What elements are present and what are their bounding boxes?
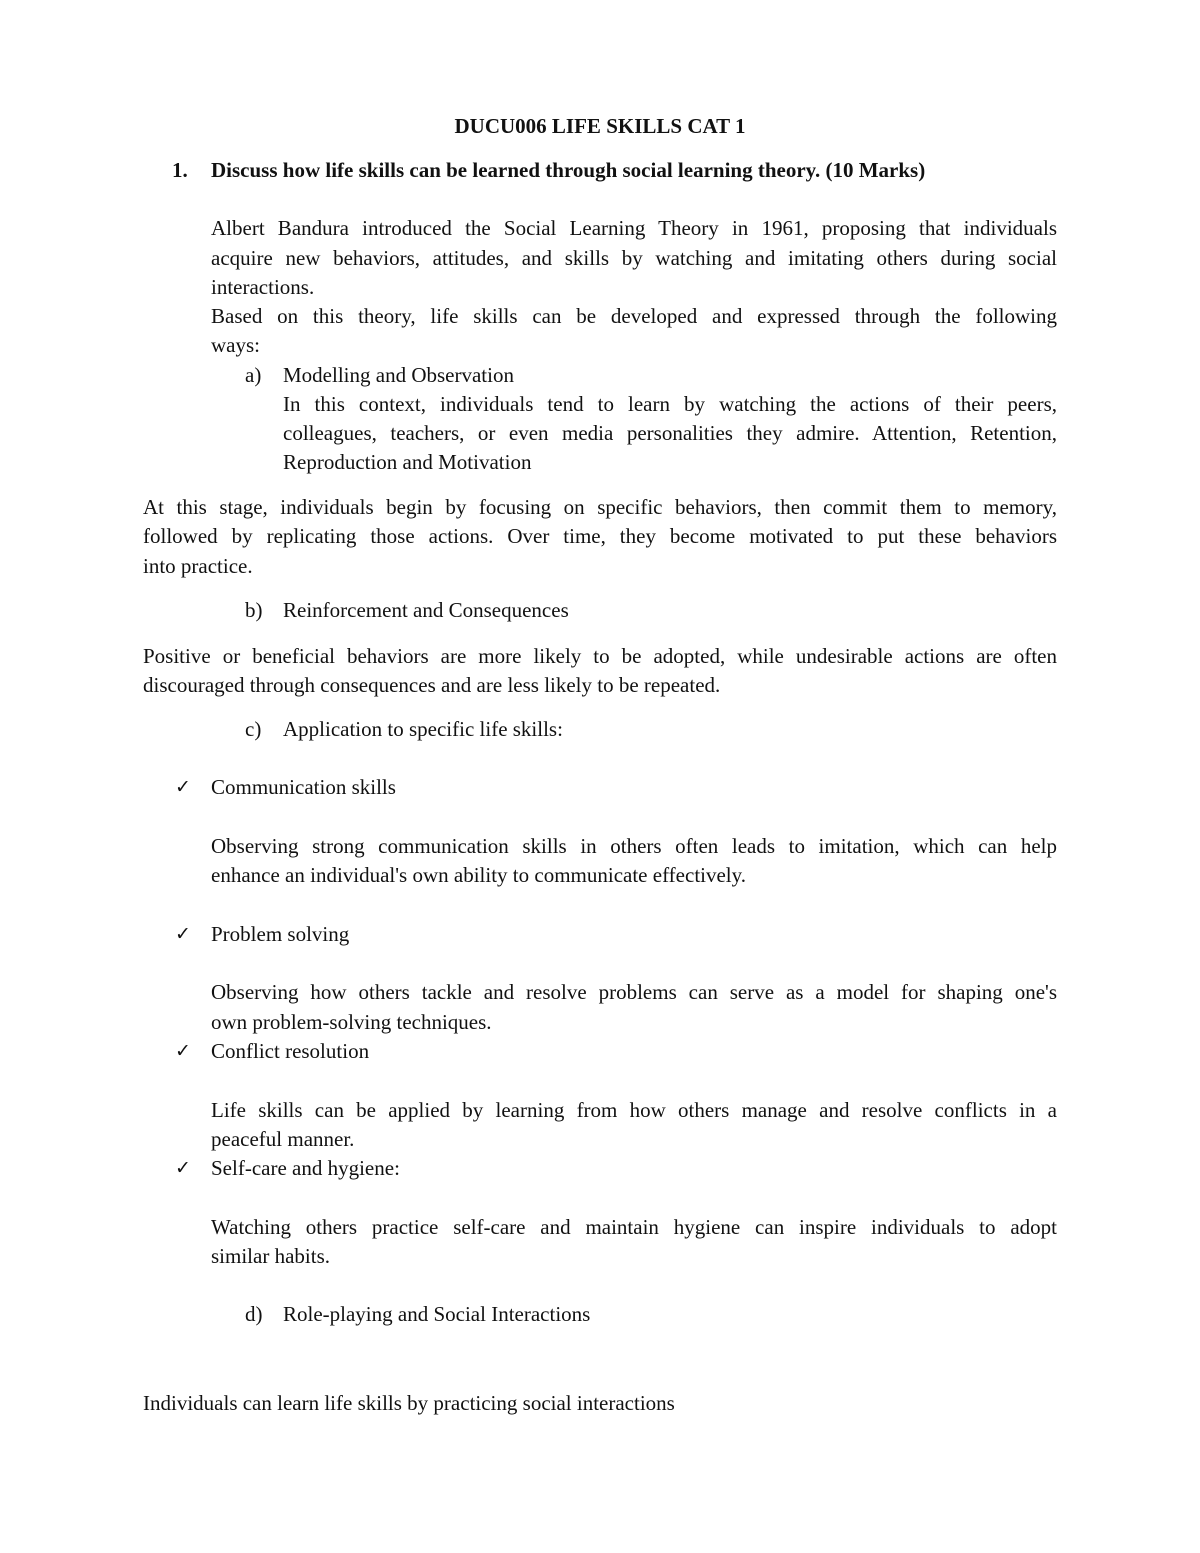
section-a-paragraph-line: At this stage, individuals begin by focusing on specific behaviors, then commit them to memory, [143, 495, 1057, 519]
intro-line: Based on this theory, life skills can be developed and expressed through the following [211, 304, 1057, 328]
skill-description-line: Observing how others tackle and resolve problems can serve as a model for shaping one's [211, 980, 1057, 1004]
skill-name: Conflict resolution [211, 1039, 370, 1063]
section-b-paragraph-line: Positive or beneficial behaviors are more likely to be adopted, while undesirable actions are often [143, 644, 1057, 668]
skill-name: Self-care and hygiene: [211, 1156, 400, 1180]
skill-description-line: Observing strong communication skills in others often leads to imitation, which can help [211, 834, 1057, 858]
section-a-line: In this context, individuals tend to learn by watching the actions of their peers, [283, 392, 1057, 416]
skill-description-line: enhance an individual's own ability to communicate effectively. [211, 863, 747, 887]
section-b-paragraph-line: discouraged through consequences and are less likely to be repeated. [143, 673, 721, 697]
intro-line: ways: [211, 333, 260, 357]
skill-description-line: peaceful manner. [211, 1127, 355, 1151]
section-b-heading: Reinforcement and Consequences [283, 598, 569, 622]
intro-line: interactions. [211, 275, 315, 299]
question-number: 1. [172, 158, 188, 182]
closing-line: Individuals can learn life skills by practicing social interactions [143, 1391, 675, 1415]
intro-line: acquire new behaviors, attitudes, and skills by watching and imitating others during social [211, 246, 1057, 270]
skill-description-line: own problem-solving techniques. [211, 1010, 492, 1034]
section-a-paragraph-line: into practice. [143, 554, 253, 578]
question-text: Discuss how life skills can be learned through social learning theory. (10 Marks) [211, 158, 926, 182]
section-d-heading: Role-playing and Social Interactions [283, 1302, 591, 1326]
section-b-marker: b) [245, 598, 263, 622]
skill-name: Problem solving [211, 922, 350, 946]
section-a-line: colleagues, teachers, or even media personalities they admire. Attention, Retention, [283, 421, 1057, 445]
skill-name: Communication skills [211, 775, 396, 799]
section-a-heading: Modelling and Observation [283, 363, 514, 387]
checkmark-icon: ✓ [175, 923, 191, 945]
document-title: DUCU006 LIFE SKILLS CAT 1 [454, 114, 746, 138]
section-d-marker: d) [245, 1302, 263, 1326]
skill-description-line: Watching others practice self-care and maintain hygiene can inspire individuals to adopt [211, 1215, 1057, 1239]
checkmark-icon: ✓ [175, 1040, 191, 1062]
section-c-heading: Application to specific life skills: [283, 717, 563, 741]
section-c-marker: c) [245, 717, 262, 741]
skill-description-line: Life skills can be applied by learning from how others manage and resolve conflicts in a [211, 1098, 1057, 1122]
intro-line: Albert Bandura introduced the Social Learning Theory in 1961, proposing that individuals [211, 216, 1057, 240]
checkmark-icon: ✓ [175, 776, 191, 798]
section-a-paragraph-line: followed by replicating those actions. Over time, they become motivated to put these behaviors [143, 524, 1057, 548]
checkmark-icon: ✓ [175, 1157, 191, 1179]
section-a-marker: a) [245, 363, 262, 387]
section-a-line: Reproduction and Motivation [283, 450, 532, 474]
skill-description-line: similar habits. [211, 1244, 330, 1268]
